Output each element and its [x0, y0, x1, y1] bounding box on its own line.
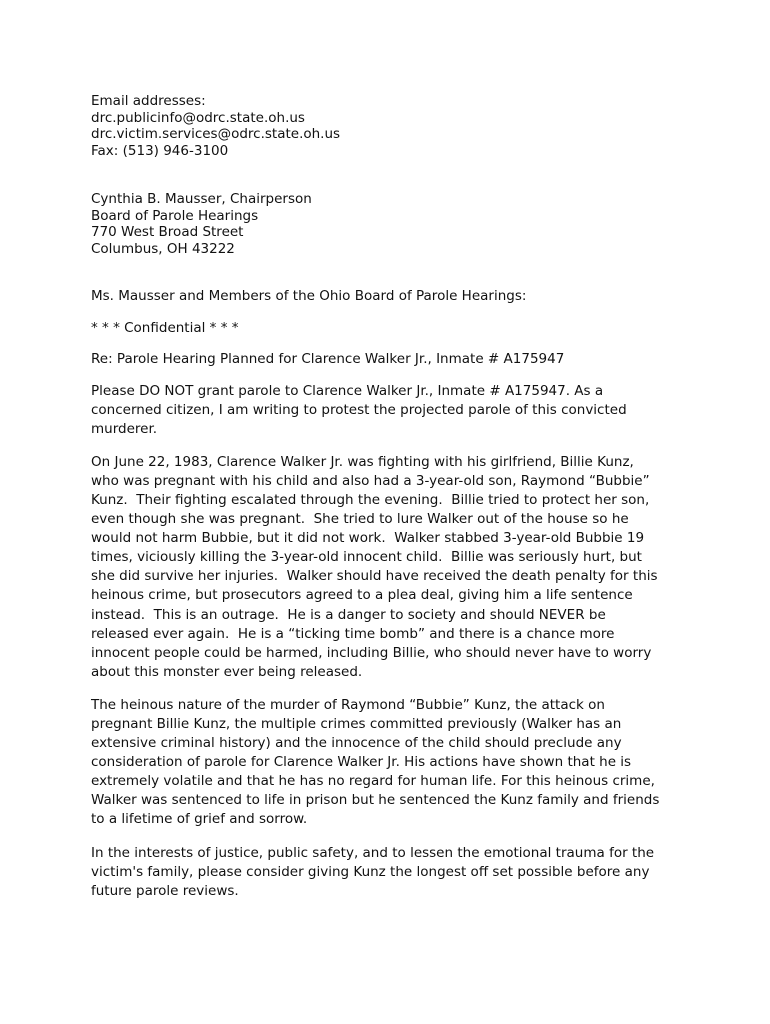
paragraph-line: In the interests of justice, public safety, and to lessen the emotional trauma for the — [91, 844, 655, 861]
subject-line: Re: Parole Hearing Planned for Clarence Walker Jr., Inmate # A175947 — [91, 351, 565, 367]
salutation: Ms. Mausser and Members of the Ohio Board of Parole Hearings: — [91, 288, 527, 304]
paragraph-line: victim's family, please consider giving Kunz the longest off set possible before any — [91, 863, 650, 880]
paragraph-line: even though she was pregnant. She tried to lure Walker out of the house so he — [91, 511, 629, 528]
email-address-victim-services: drc.victim.services@odrc.state.oh.us — [91, 126, 341, 142]
paragraph-line: Kunz. Their fighting escalated through the evening. Billie tried to protect her son, — [91, 491, 650, 508]
fax-number: Fax: (513) 946-3100 — [91, 142, 229, 159]
contact-block — [91, 93, 681, 159]
paragraph-line: future parole reviews. — [91, 882, 239, 899]
paragraph-heinous-nature — [91, 696, 681, 830]
paragraph-crime-account — [91, 453, 681, 682]
recipient-organization: Board of Parole Hearings — [91, 207, 259, 224]
paragraph-line: to a lifetime of grief and sorrow. — [91, 811, 308, 828]
paragraph-line: who was pregnant with his child and also had a 3-year-old son, Raymond “Bubbie” — [91, 472, 650, 489]
paragraph-line: Walker was sentenced to life in prison but he sentenced the Kunz family and friends — [91, 792, 660, 809]
paragraph-line: consideration of parole for Clarence Walker Jr. His actions have shown that he is — [91, 754, 632, 771]
paragraph-line: concerned citizen, I am writing to protest the projected parole of this convicted — [91, 401, 627, 418]
email-address-public-info: drc.publicinfo@odrc.state.oh.us — [91, 109, 305, 126]
paragraph-line: murderer. — [91, 420, 158, 437]
letter-content — [91, 93, 681, 901]
confidential-marking: * * * Confidential * * * — [91, 319, 239, 336]
paragraph-line: On June 22, 1983, Clarence Walker Jr. was fighting with his girlfriend, Billie Kunz, — [91, 453, 634, 470]
paragraph-line: pregnant Billie Kunz, the multiple crimes committed previously (Walker has an — [91, 716, 622, 732]
paragraph-line: innocent people could be harmed, including Billie, who should never have to worry — [91, 644, 652, 661]
paragraph-line: Please DO NOT grant parole to Clarence Walker Jr., Inmate # A175947. As a — [91, 382, 604, 399]
paragraph-line: would not harm Bubbie, but it did not work. Walker stabbed 3-year-old Bubbie 19 — [91, 530, 645, 547]
paragraph-line: The heinous nature of the murder of Raymond “Bubbie” Kunz, the attack on — [91, 696, 605, 713]
paragraph-line: heinous crime, but prosecutors agreed to a plea deal, giving him a life sentence — [91, 587, 633, 604]
paragraph-line: about this monster ever being released. — [91, 663, 363, 680]
paragraph-line: extremely volatile and that he has no regard for human life. For this heinous crime, — [91, 773, 655, 790]
paragraph-line: extensive criminal history) and the innocence of the child should preclude any — [91, 735, 622, 752]
email-label: Email addresses: — [91, 93, 206, 109]
paragraph-closing-request — [91, 844, 681, 901]
paragraph-request — [91, 382, 681, 439]
paragraph-line: instead. This is an outrage. He is a danger to society and should NEVER be — [91, 606, 606, 623]
paragraph-line: released ever again. He is a “ticking time bomb” and there is a chance more — [91, 625, 615, 642]
recipient-city: Columbus, OH 43222 — [91, 240, 235, 257]
paragraph-line: she did survive her injuries. Walker should have received the death penalty for this — [91, 568, 658, 585]
paragraph-line: times, viciously killing the 3-year-old innocent child. Billie was seriously hurt, but — [91, 549, 642, 566]
recipient-street: 770 West Broad Street — [91, 224, 244, 240]
recipient-name: Cynthia B. Mausser, Chairperson — [91, 191, 312, 207]
recipient-address-block — [91, 191, 681, 257]
